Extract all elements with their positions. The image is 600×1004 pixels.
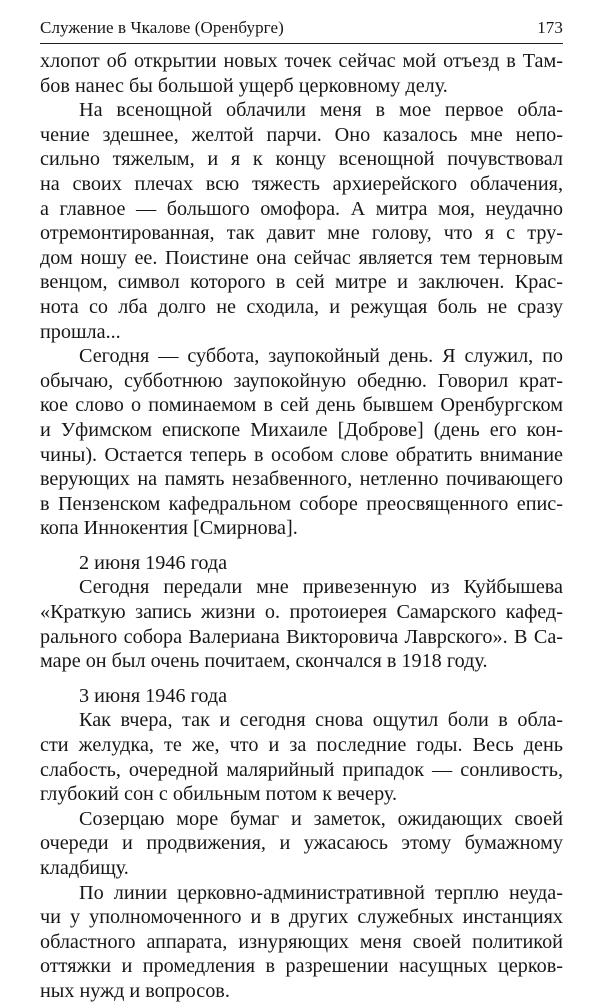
text-line: чи у уполномоченного и в других служебных инстанциях xyxy=(40,906,563,929)
page-number: 173 xyxy=(537,18,563,37)
text-line: глубокий сон с обильным потом к вечеру. xyxy=(40,783,398,806)
text-line: чины). Остается теперь в особом слове обратить внимание xyxy=(40,443,563,466)
text-line: рального собора Валериана Викторовича Лаврского». В Са- xyxy=(40,625,563,648)
text-line: На всенощной облачили меня в мое первое обла- xyxy=(79,99,563,122)
text-line: сти желудка, те же, что и за последние годы. Весь день xyxy=(40,734,563,757)
paragraph-7 xyxy=(40,881,563,1004)
text-line: кладбищу. xyxy=(40,857,129,879)
text-line: прошла... xyxy=(40,320,121,343)
text-line: Как вчера, так и сегодня снова ощутил боли в обла- xyxy=(79,709,563,732)
text-line: Сегодня передали мне привезенную из Куйбышева xyxy=(79,576,563,599)
running-title: Служение в Чкалове (Оренбурге) xyxy=(40,18,284,37)
date-heading: 2 июня 1946 года xyxy=(79,551,228,574)
book-page xyxy=(40,18,563,1004)
text-line: ных нужд и вопросов. xyxy=(40,979,230,1002)
text-line: венцом, символ которого в сей митре и заключен. Крас- xyxy=(40,271,563,294)
text-line: верующих на память незабвенного, нетленно почивающего xyxy=(40,468,563,491)
text-line: маре он был очень почитаем, скончался в 1918 году. xyxy=(40,650,488,673)
body-text xyxy=(40,49,563,1004)
text-line: Сегодня — суббота, заупокойный день. Я служил, по xyxy=(79,345,563,368)
text-line: хлопот об открытии новых точек сейчас мой отъезд в Там- xyxy=(40,50,563,72)
text-line: По линии церковно-административной терплю неуда- xyxy=(79,881,563,904)
paragraph-5 xyxy=(40,708,563,806)
paragraph-1 xyxy=(40,49,563,98)
text-line: сильно тяжелым, и я к концу всенощной почувствовал xyxy=(40,148,563,171)
text-line: в Пензенском кафедральном соборе преосвященного епис- xyxy=(40,492,563,515)
paragraph-3 xyxy=(40,344,563,541)
paragraph-6 xyxy=(40,807,563,881)
text-line: областного аппарата, изнуряющих меня своей политикой xyxy=(40,930,563,953)
running-head xyxy=(40,18,563,44)
text-line: нота со лба долго не сходила, и режущая боль не сразу xyxy=(40,295,563,318)
date-heading: 3 июня 1946 года xyxy=(79,684,228,707)
text-line: «Краткую запись жизни о. протоиерея Самарского кафед- xyxy=(40,601,563,624)
text-line: слабость, очередной малярийный припадок — сонливость, xyxy=(40,758,563,781)
text-line: очереди и продвижения, и ужасаюсь этому бумажному xyxy=(40,832,563,855)
text-line: копа Иннокентия [Смирнова]. xyxy=(40,517,298,540)
text-line: оттяжки и промедления в разрешении насущных церков- xyxy=(40,955,563,978)
paragraph-2 xyxy=(40,98,563,344)
text-line: на своих плечах всю тяжесть архиерейского облачения, xyxy=(40,172,563,195)
text-line: дом ношу ее. Поистине она сейчас является тем терновым xyxy=(40,246,563,269)
paragraph-4 xyxy=(40,575,563,673)
text-line: чение здешнее, желтой парчи. Оно казалось мне непо- xyxy=(40,123,563,146)
text-line: а главное — большого омофора. А митра моя, неудачно xyxy=(40,197,563,220)
text-line: кое слово о поминаемом в сей день бывшем Оренбургском xyxy=(40,394,563,417)
text-line: отремонтированная, так давит мне голову, что я с тру- xyxy=(40,222,563,245)
text-line: и Уфимском епископе Михаиле [Доброве] (день его кон- xyxy=(40,418,563,441)
text-line: бов нанес бы большой ущерб церковному делу. xyxy=(40,74,448,97)
text-line: Созерцаю море бумаг и заметок, ожидающих своей xyxy=(79,807,563,830)
text-line: обычаю, субботнюю заупокойную обедню. Говорил крат- xyxy=(40,369,563,392)
